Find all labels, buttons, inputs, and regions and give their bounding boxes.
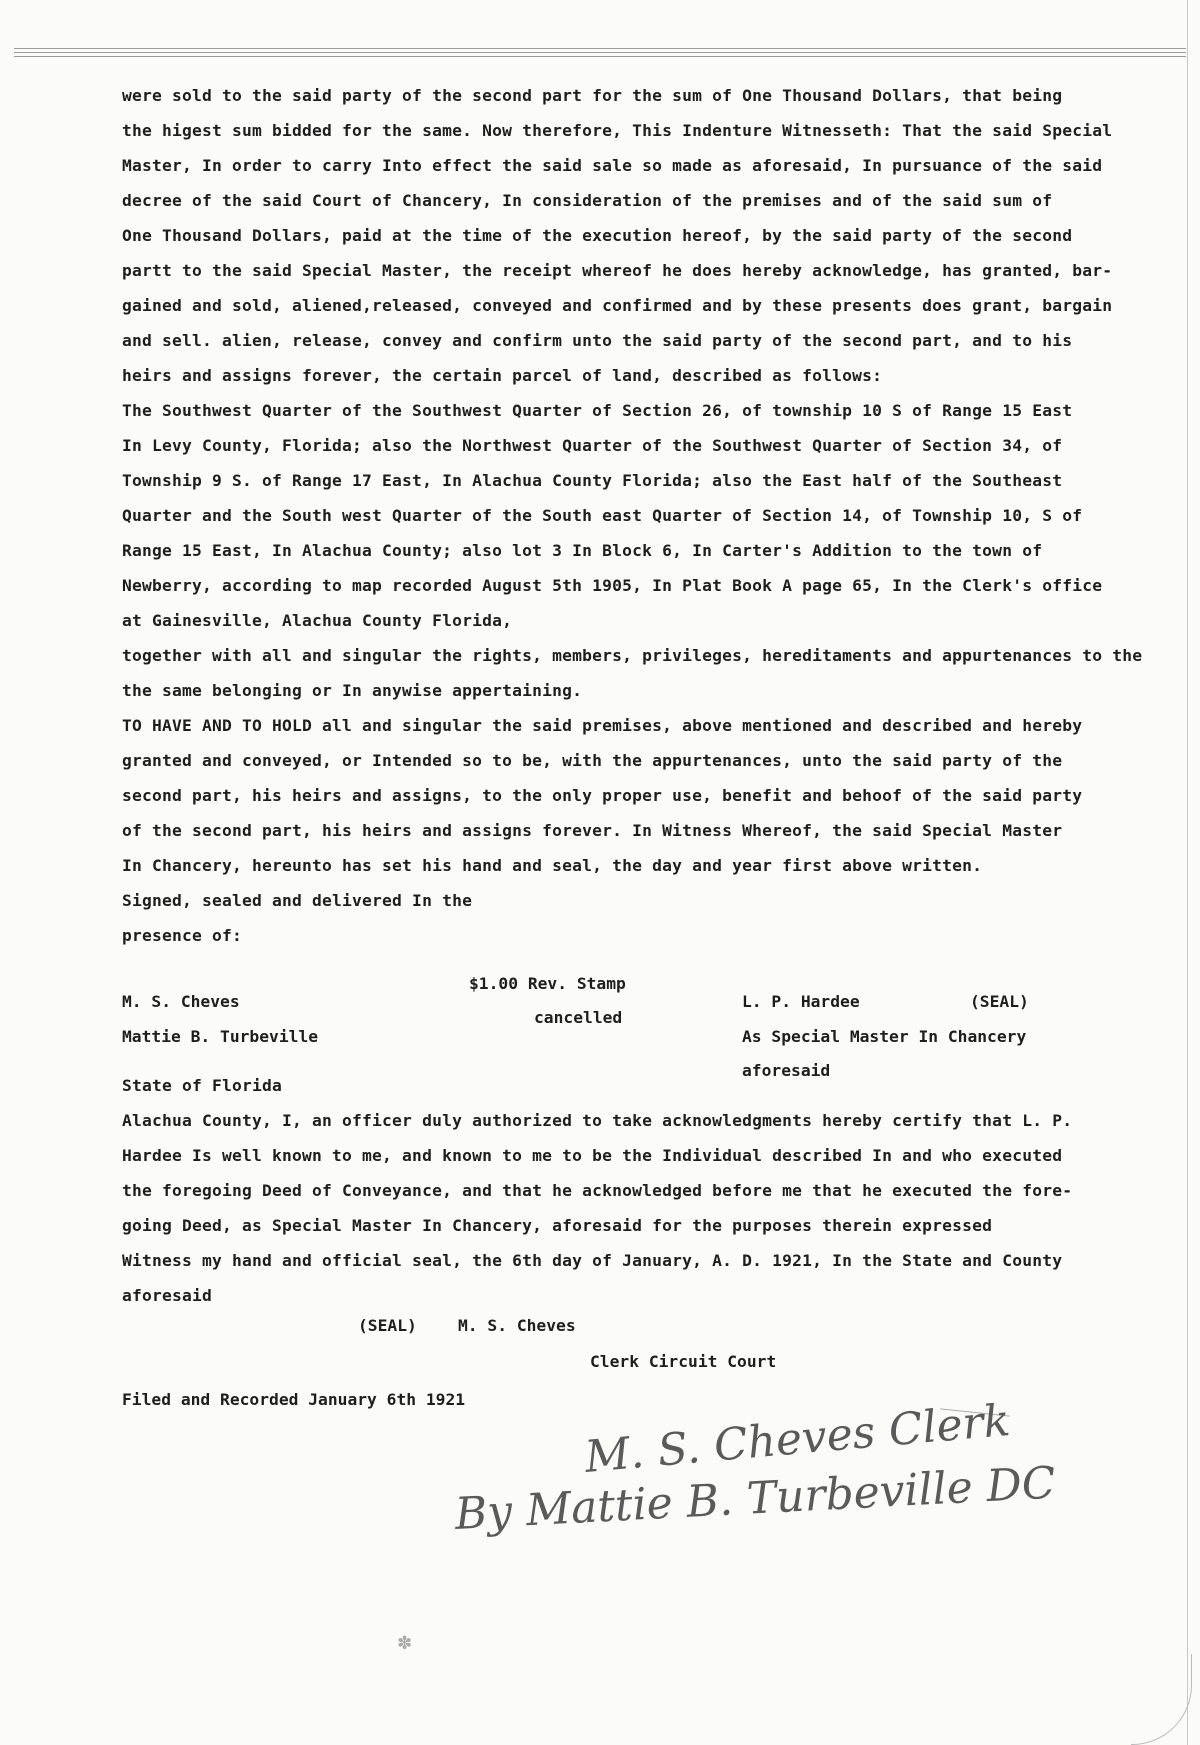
acknowledgment-block (122, 1068, 1182, 1313)
ink-smudge: ✽ (398, 1630, 412, 1655)
legal-description-line: Range 15 East, In Alachua County; also lot 3 In Block 6, In Carter's Addition to the town of (122, 541, 1043, 560)
grantor-title: As Special Master In Chancery (742, 1027, 1027, 1046)
acknowledgment-line: aforesaid (122, 1286, 213, 1305)
deed-line: gained and sold, aliened,released, conveyed and confirmed and by these presents does grant, bargain (122, 296, 1113, 315)
top-border-rules (14, 48, 1186, 60)
deed-line: One Thousand Dollars, paid at the time of the execution hereof, by the said party of the second (122, 226, 1073, 245)
legal-description-line: Quarter and the South west Quarter of the South east Quarter of Section 14, of Township 10, S of (122, 506, 1083, 525)
witness-name: M. S. Cheves (122, 992, 240, 1011)
legal-description-line: Township 9 S. of Range 17 East, In Alachua County Florida; also the East half of the Southeast (122, 471, 1063, 490)
acknowledgment-line: going Deed, as Special Master In Chancery, aforesaid for the purposes therein expressed (122, 1216, 993, 1235)
handwritten-signature (453, 1394, 1057, 1540)
grantor-title-continued: aforesaid (742, 1061, 831, 1080)
stamp-cancelled-text: cancelled (534, 1008, 623, 1027)
signature-line-clerk: M. S. Cheves Clerk (582, 1394, 1013, 1483)
execution-line: Signed, sealed and delivered In the (122, 891, 473, 910)
deed-line: the higest sum bidded for the same. Now therefore, This Indenture Witnesseth: That the said Special (122, 121, 1113, 140)
legal-description-line: at Gainesville, Alachua County Florida, (122, 611, 513, 630)
execution-line: presence of: (122, 926, 243, 945)
acknowledgment-line: Witness my hand and official seal, the 6th day of January, A. D. 1921, In the State and County (122, 1251, 1063, 1270)
signature-line-deputy: By Mattie B. Turbeville DC (453, 1457, 1057, 1540)
acknowledgment-line: Alachua County, I, an officer duly authorized to take acknowledgments hereby certify that L. P. (122, 1111, 1073, 1130)
filed-recorded-line: Filed and Recorded January 6th 1921 (122, 1390, 466, 1409)
legal-description-line: Newberry, according to map recorded August 5th 1905, In Plat Book A page 65, In the Clerk's office (122, 576, 1103, 595)
clerk-name: M. S. Cheves (458, 1316, 576, 1335)
legal-description-line: The Southwest Quarter of the Southwest Quarter of Section 26, of township 10 S of Range 15 East (122, 401, 1073, 420)
deed-line: the same belonging or In anywise appertaining. (122, 681, 583, 700)
witness-name: Mattie B. Turbeville (122, 1027, 319, 1046)
deed-line: heirs and assigns forever, the certain parcel of land, described as follows: (122, 366, 883, 385)
acknowledgment-line: State of Florida (122, 1076, 283, 1095)
habendum-line: granted and conveyed, or Intended so to be, with the appurtenances, unto the said party of the (122, 751, 1063, 770)
deed-line: were sold to the said party of the second part for the sum of One Thousand Dollars, that being (122, 86, 1063, 105)
deed-line: and sell. alien, release, convey and confirm unto the said party of the second part, and to his (122, 331, 1073, 350)
seal-mark: (SEAL) (970, 992, 1029, 1011)
deed-line: together with all and singular the rights, members, privileges, hereditaments and appurtenances to the (122, 646, 1143, 665)
page-corner (1131, 1654, 1192, 1745)
page-edge (1187, 0, 1188, 1745)
clerk-title: Clerk Circuit Court (590, 1352, 777, 1371)
deed-line: partt to the said Special Master, the receipt whereof he does hereby acknowledge, has granted, bar- (122, 261, 1113, 280)
revenue-stamp-text: $1.00 Rev. Stamp (469, 974, 626, 993)
deed-line: decree of the said Court of Chancery, In consideration of the premises and of the said sum of (122, 191, 1053, 210)
deed-body (122, 78, 1182, 1409)
deed-line: Master, In order to carry Into effect the said sale so made as aforesaid, In pursuance of the said (122, 156, 1103, 175)
legal-description-line: In Levy County, Florida; also the Northwest Quarter of the Southwest Quarter of Section 34, of (122, 436, 1063, 455)
habendum-line: TO HAVE AND TO HOLD all and singular the said premises, above mentioned and described and hereby (122, 716, 1083, 735)
clerk-seal-mark: (SEAL) (358, 1316, 417, 1335)
grantor-name: L. P. Hardee (742, 992, 860, 1011)
acknowledgment-line: Hardee Is well known to me, and known to me to be the Individual described In and who executed (122, 1146, 1063, 1165)
acknowledgment-line: the foregoing Deed of Conveyance, and that he acknowledged before me that he executed the fore- (122, 1181, 1073, 1200)
habendum-line: In Chancery, hereunto has set his hand and seal, the day and year first above written. (122, 856, 983, 875)
habendum-line: of the second part, his heirs and assigns forever. In Witness Whereof, the said Special Master (122, 821, 1063, 840)
habendum-line: second part, his heirs and assigns, to the only proper use, benefit and behoof of the said party (122, 786, 1083, 805)
